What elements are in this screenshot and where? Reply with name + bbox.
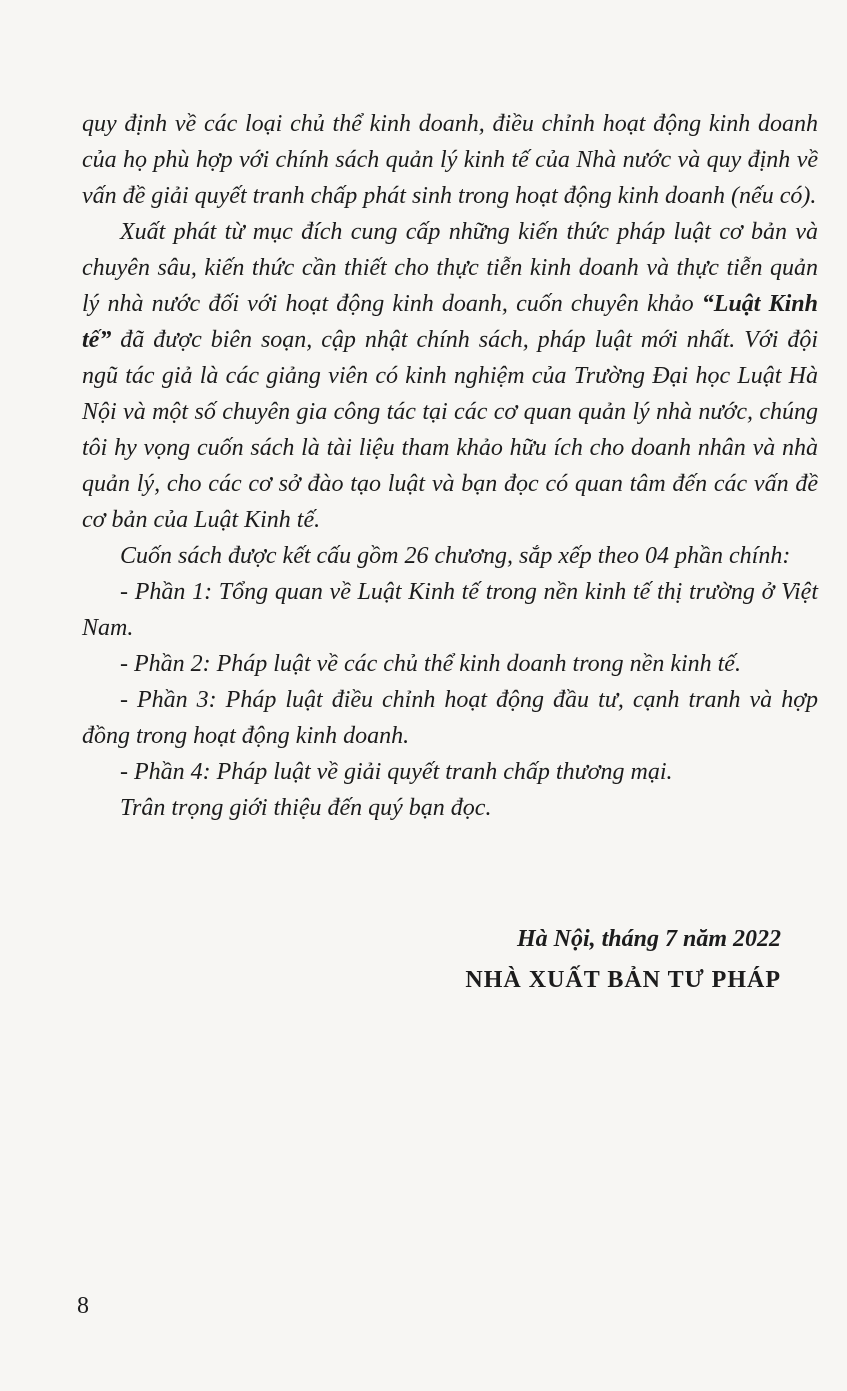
signoff-block (465, 926, 781, 994)
page-number: 8 (77, 1293, 89, 1319)
paragraph-2-start: Xuất phát từ mục đích cung cấp những kiến thức pháp luật cơ bản và chuyên sâu, kiến thức cần thiết cho thực tiễn kinh doanh và thực tiễn quản lý nhà nước đối với hoạt động kinh doanh, cuốn chuyên khảo (82, 219, 818, 317)
paragraph-1: quy định về các loại chủ thể kinh doanh, điều chỉnh hoạt động kinh doanh của họ phù hợp với chính sách quản lý kinh tế của Nhà nước và quy định về vấn đề giải quyết tranh chấp phát sinh trong hoạt động kinh doanh (nếu có). (82, 111, 818, 209)
closing-line: Trân trọng giới thiệu đến quý bạn đọc. (120, 795, 492, 821)
part-3-item: - Phần 3: Pháp luật điều chỉnh hoạt động đầu tư, cạnh tranh và hợp đồng trong hoạt động kinh doanh. (82, 687, 818, 749)
part-2-item: - Phần 2: Pháp luật về các chủ thể kinh doanh trong nền kinh tế. (120, 651, 741, 677)
place-date: Hà Nội, tháng 7 năm 2022 (516, 926, 781, 952)
part-1-item: - Phần 1: Tổng quan về Luật Kinh tế trong nền kinh tế thị trường ở Việt Nam. (82, 579, 818, 641)
paragraph-2-end: đã được biên soạn, cập nhật chính sách, pháp luật mới nhất. Với đội ngũ tác giả là các giảng viên có kinh nghiệm của Trường Đại học Luật Hà Nội và một số chuyên gia công tác tại các cơ quan quản lý nhà nước, chúng tôi hy vọng cuốn sách là tài liệu tham khảo hữu ích cho doanh nhân và nhà quản lý, cho các cơ sở đào tạo luật và bạn đọc có quan tâm đến các vấn đề cơ bản của Luật Kinh tế. (82, 327, 818, 533)
part-4-item: - Phần 4: Pháp luật về giải quyết tranh chấp thương mại. (120, 759, 673, 785)
paragraph-3: Cuốn sách được kết cấu gồm 26 chương, sắp xếp theo 04 phần chính: (120, 543, 791, 569)
foreword-text (82, 106, 818, 826)
publisher-name: NHÀ XUẤT BẢN TƯ PHÁP (465, 967, 781, 993)
paragraph-2 (82, 214, 818, 538)
book-title: “Luật Kinh tế” (82, 291, 818, 353)
